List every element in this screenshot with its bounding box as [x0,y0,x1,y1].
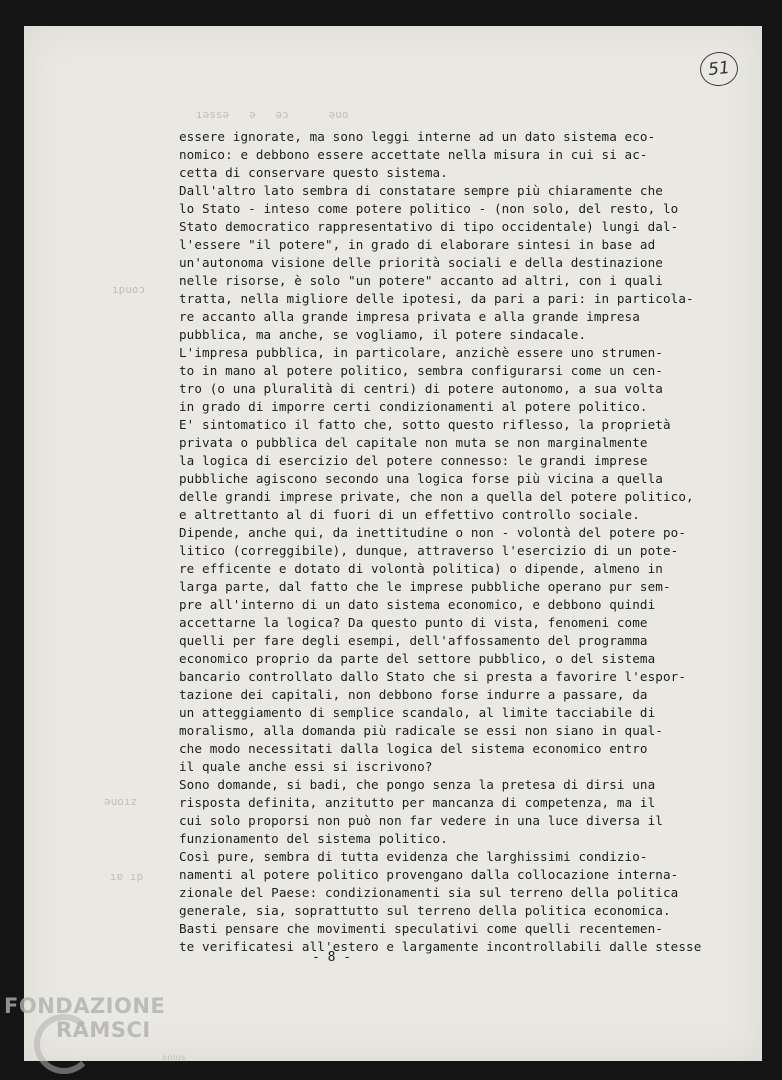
text-line: re accanto alla grande impresa privata e alla grande impresa [179,309,640,324]
text-line: in grado di imporre certi condizionamenti al potere politico. [179,399,648,414]
text-line: pre all'interno di un dato sistema economico, e debbono quindi [179,597,656,612]
text-line: nomico: e debbono essere accettate nella misura in cui si ac- [179,147,648,162]
text-line: tratta, nella migliore delle ipotesi, da pari a pari: in particola- [179,291,694,306]
text-line: E' sintomatico il fatto che, sotto questo riflesso, la proprietà [179,417,671,432]
text-line: pubblica, ma anche, se vogliamo, il potere sindacale. [179,327,587,342]
text-line: generale, sia, soprattutto sul terreno della politica economica. [179,903,671,918]
text-line: cetta di conservare questo sistema. [179,165,448,180]
text-line: lo Stato - inteso come potere politico - (non solo, del resto, lo [179,201,679,216]
text-line: un'autonoma visione delle priorità sociali e della destinazione [179,255,663,270]
text-line: tazione dei capitali, non debbono forse indurre a passare, da [179,687,648,702]
text-line: tro (o una pluralità di centri) di potere autonomo, a sua volta [179,381,663,396]
circled-page-number: 51 [698,50,739,88]
text-line: e altrettanto al di fuori di un effettivo controllo sociale. [179,507,640,522]
text-line: larga parte, dal fatto che le imprese pubbliche operano pur sem- [179,579,671,594]
text-line: risposta definita, anzitutto per mancanza di competenza, ma il [179,795,656,810]
text-line: la logica di esercizio del potere connesso: le grandi imprese [179,453,648,468]
text-line: zionale del Paese: condizionamenti sia sul terreno della politica [179,885,679,900]
bleed-through-text: ıǝssǝ ǝ ǝɔ ǝuo [196,108,349,121]
text-line: l'essere "il potere", in grado di elaborare sintesi in base ad [179,237,656,252]
text-line: namenti al potere politico provengano dalla collocazione interna- [179,867,679,882]
text-line: Sono domande, si badi, che pongo senza la pretesa di dirsi una [179,777,656,792]
fondazione-gramsci-watermark [4,994,204,1062]
text-line: litico (correggibile), dunque, attraverso l'esercizio di un pote- [179,543,679,558]
bleed-through-text: ıpuoɔ [112,283,146,296]
text-line: Così pure, sembra di tutta evidenza che larghissimi condizio- [179,849,648,864]
text-line: che modo necessitati dalla logica del sistema economico entro [179,741,648,756]
text-line: to in mano al potere politico, sembra configurarsi come un cen- [179,363,663,378]
text-line: essere ignorate, ma sono leggi interne ad un dato sistema eco- [179,129,656,144]
text-line: privata o pubblica del capitale non muta se non marginalmente [179,435,648,450]
typed-text-body [179,128,702,956]
text-line: quelli per fare degli esempi, dell'affossamento del programma [179,633,648,648]
watermark-line-1: FONDAZIONE [4,994,166,1018]
text-line: Basti pensare che movimenti speculativi come quelli recentemen- [179,921,663,936]
text-line: Dall'altro lato sembra di constatare sempre più chiaramente che [179,183,663,198]
bleed-through-text: ıɐ ıp [110,870,144,883]
watermark-g-logo [34,1014,94,1074]
text-line: un atteggiamento di semplice scandalo, al limite tacciabile di [179,705,656,720]
text-line: moralismo, alla domanda più radicale se essi non siano in qual- [179,723,663,738]
watermark-line-2: RAMSCI [56,1018,151,1042]
text-line: cui solo proporsi non può non far vedere in una luce diversa il [179,813,663,828]
footer-page-number: - 8 - [312,950,352,965]
text-line: il quale anche essi si iscrivono? [179,759,433,774]
text-line: funzionamento del sistema politico. [179,831,448,846]
text-line: nelle risorse, è solo "un potere" accanto ad altri, con i quali [179,273,663,288]
text-line: accettarne la logica? Da questo punto di vista, fenomeni come [179,615,648,630]
text-line: economico proprio da parte del settore pubblico, o del sistema [179,651,656,666]
text-line: delle grandi imprese private, che non a quella del potere politico, [179,489,694,504]
bleed-through-text: ǝuoız [104,795,138,808]
text-line: pubbliche agiscono secondo una logica forse più vicina a quella [179,471,663,486]
text-line: Stato democratico rappresentativo di tipo occidentale) lungi dal- [179,219,679,234]
text-line: re efficente e dotato di volontà politica) o dipende, almeno in [179,561,663,576]
text-line: te verificatesi all'estero e largamente incontrollabili dalle stesse [179,939,702,954]
text-line: Dipende, anche qui, da inettitudine o non - volontà del potere po- [179,525,687,540]
text-line: L'impresa pubblica, in particolare, anzichè essere uno strumen- [179,345,663,360]
watermark-onlus: onlus [162,1053,186,1062]
text-line: bancario controllato dallo Stato che si presta a favorire l'espor- [179,669,687,684]
